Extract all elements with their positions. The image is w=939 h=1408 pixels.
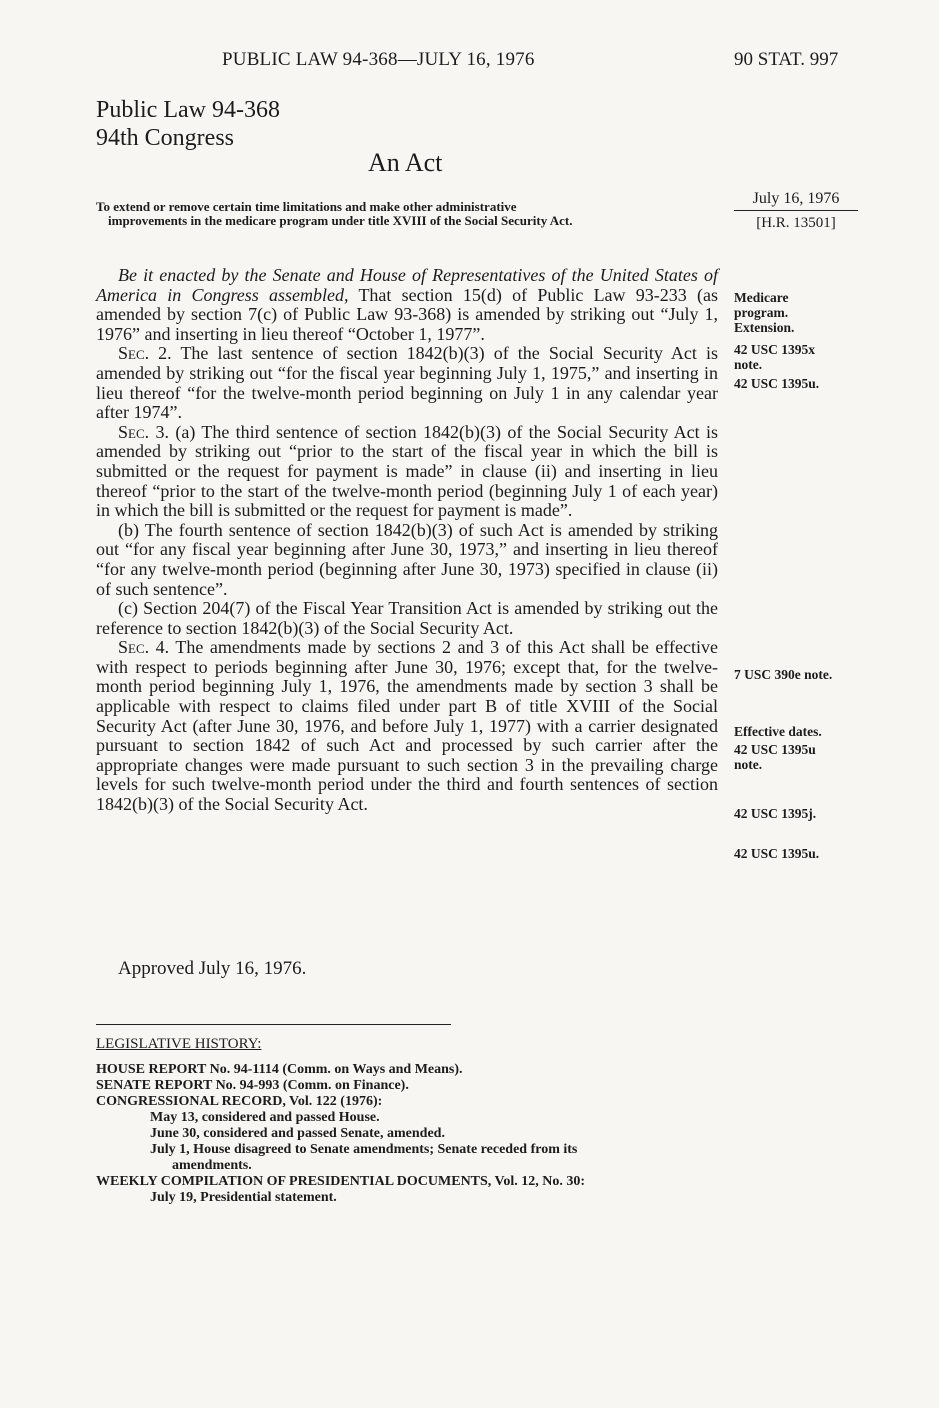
- senate-report: SENATE REPORT No. 94-993 (Comm. on Finance).: [96, 1078, 409, 1093]
- section-4-label: Sec. 4.: [118, 637, 170, 658]
- margin-note-medicare: Medicare program. Extension.: [734, 290, 795, 335]
- section-3a-text: (a) The third sentence of section 1842(b)(3) of the Social Security Act is amended by striking out “prior to the start of the fiscal year in which the bill is submitted or the request for payment is made” in clause (ii) and inserting in lieu thereof “prior to the start of the twelve-month period (beginning July 1 of each year) in which the bill is submitted or the request for payment is made”.: [96, 421, 719, 521]
- record-entry: July 1, House disagreed to Senate amendments; Senate receded from its: [150, 1142, 578, 1157]
- section-4: [96, 638, 718, 814]
- act-title: An Act: [368, 148, 443, 177]
- section-2-text: The last sentence of section 1842(b)(3) of the Social Security Act is amended by striking out “for the fiscal year beginning July 1, 1975,” and inserting in lieu thereof “for the twelve-month period beginning on July 1 in any calendar year after 1974”.: [96, 343, 718, 423]
- section-3b: (b) The fourth sentence of section 1842(b)(3) of such Act is amended by striking out “for any fiscal year beginning after June 30, 1973,” and inserting in lieu thereof “for any twelve-month period (beginning after June 30, 1973) specified in clause (ii) of such sentence”.: [96, 519, 718, 599]
- bill-number: [H.R. 13501]: [756, 215, 836, 231]
- purpose-line-1: To extend or remove certain time limitations and make other administrative: [96, 199, 517, 214]
- legislative-history-heading: LEGISLATIVE HISTORY:: [96, 1036, 262, 1052]
- record-entry: June 30, considered and passed Senate, amended.: [150, 1126, 445, 1141]
- legislative-history: [96, 1036, 736, 1206]
- weekly-compilation: WEEKLY COMPILATION OF PRESIDENTIAL DOCUMENTS, Vol. 12, No. 30:: [96, 1174, 586, 1189]
- margin-note-usc-1395u-note: 42 USC 1395u note.: [734, 742, 816, 772]
- congress-number: 94th Congress: [96, 125, 234, 151]
- house-report: HOUSE REPORT No. 94-1114 (Comm. on Ways and Means).: [96, 1062, 463, 1077]
- margin-note-usc-1395u-2: 42 USC 1395u.: [734, 846, 820, 861]
- section-1: [96, 266, 718, 344]
- section-4-text: The amendments made by sections 2 and 3 of this Act shall be effective with respect to periods beginning after June 30, 1976; except that, for the twelve-month period beginning July 1, 1976, the amendments made by section 3 shall be applicable with respect to claims filed under part B of title XVIII of the Social Security Act (after June 30, 1976, and before July 1, 1977) with a carrier designated pursuant to section 1842 of such Act and processed by such carrier after the appropriate changes were made pursuant to such section 3 in the prevailing charge levels for such twelve-month period under the third and fourth sentences of section 1842(b)(3) of the Social Security Act.: [96, 637, 718, 815]
- section-2-label: Sec. 2.: [118, 343, 172, 364]
- record-entry-continued: amendments.: [172, 1158, 252, 1173]
- section-3a: [96, 423, 718, 521]
- section-3c: (c) Section 204(7) of the Fiscal Year Transition Act is amended by striking out the reference to section 1842(b)(3) of the Social Security Act.: [96, 598, 718, 638]
- enactment-date-block: [734, 190, 858, 232]
- purpose-line-2: improvements in the medicare program under title XVIII of the Social Security Act.: [108, 213, 573, 228]
- margin-note-effective-dates: Effective dates.: [734, 724, 822, 739]
- section-1-text: That section 15(d) of Public Law 93-233 (as amended by section 7(c) of Public Law 93-368) is amended by striking out “July 1, 1976” and inserting in lieu thereof “October 1, 1977”.: [96, 284, 718, 344]
- section-3-label: Sec. 3.: [118, 421, 169, 442]
- congressional-record: CONGRESSIONAL RECORD, Vol. 122 (1976):: [96, 1094, 383, 1109]
- statute-page-number: 90 STAT. 997: [734, 49, 839, 70]
- running-header-title: PUBLIC LAW 94-368—JULY 16, 1976: [222, 49, 535, 70]
- margin-note-usc-1395j: 42 USC 1395j.: [734, 806, 817, 821]
- act-body: [96, 266, 718, 815]
- approval-line: Approved July 16, 1976.: [118, 958, 307, 979]
- weekly-entry: July 19, Presidential statement.: [150, 1190, 337, 1205]
- act-purpose: [96, 200, 720, 228]
- divider-rule: [96, 1024, 451, 1025]
- margin-note-usc-390e: 7 USC 390e note.: [734, 667, 833, 682]
- enacting-clause: Be it enacted by the Senate and House of Representatives of the United States of America in Congress assembled,: [96, 265, 718, 305]
- enactment-date: July 16, 1976: [734, 190, 858, 211]
- section-2: [96, 344, 718, 422]
- law-identification: [96, 96, 280, 152]
- margin-note-usc-1395x: 42 USC 1395x note.: [734, 342, 816, 372]
- margin-note-usc-1395u: 42 USC 1395u.: [734, 376, 820, 391]
- record-entry: May 13, considered and passed House.: [150, 1110, 380, 1125]
- public-law-number: Public Law 94-368: [96, 97, 280, 123]
